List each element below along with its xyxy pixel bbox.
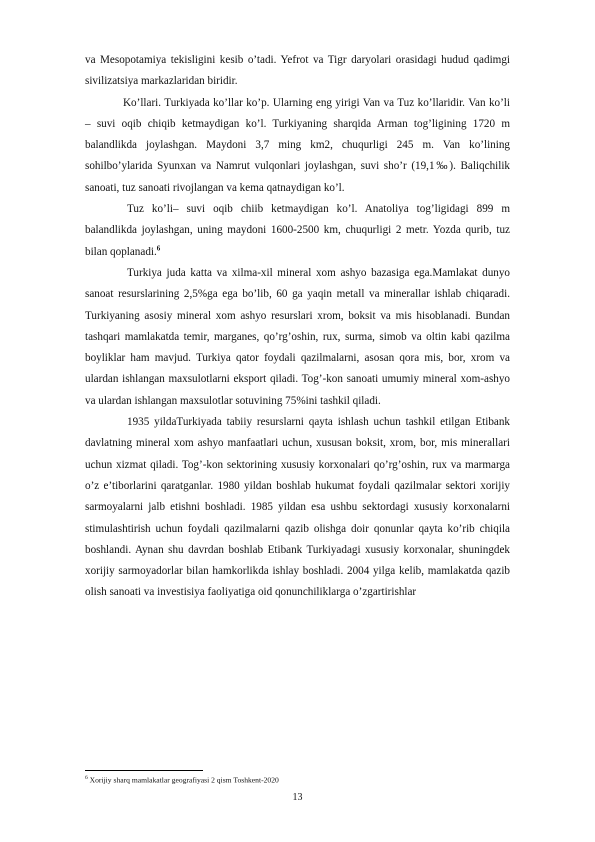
paragraph-etibank: 1935 yildaTurkiyada tabiiy resurslarni qayta ishlash uchun tashkil etilgan Etibank davlatning mineral xom ashyo manfaatlari uchun, xususan boksit, xrom, bor, mis minerallari uchun xizmat qiladi. Tog’-kon sektorining xususiy korxonalari qo’rg’oshin, rux va marmarga o’z e’tiborlarini qaratganlar. 1980 yildan boshlab hukumat foydali qazilmalar sektori xorijiy sarmoyalarni jalb etishni boshladi. 1985 yildan esa ushbu sektordagi xususiy korxonalarni stimulashtirish uchun foydali qazilmalarni qazib olishga doir qonunlar qayta ko’rib chiqila boshlandi. Aynan shu davrdan boshlab Etibank Turkiyadagi xususiy korxonalar, shuningdek xorijiy sarmoyadorlar bilan hamkorlikda ishlay boshladi. 2004 yilga kelib, mamlakatda qazib olish sanoati va investisiya faoliyatiga oid qonunchiliklarga o’zgartirishlar (85, 416, 510, 599)
paragraph-tuz-lake-text: Tuz ko’li– suvi oqib chiib ketmaydigan ko’l. Anatoliya tog’ligidagi 899 m balandlikda joylashgan, uning maydoni 1600-2500 km, chuqurligi 2 metr. Yozda qurib, tuz bilan qoplanadi. (85, 203, 510, 258)
page-number: 13 (292, 792, 303, 803)
paragraph-mesopotamia: va Mesopotamiya tekisligini kesib o’tadi. Yefrot va Tigr daryolari orasidagi hudud qadimgi sivilizatsiya markazlaridan biridir. (85, 54, 510, 88)
paragraph-minerals: Turkiya juda katta va xilma-xil mineral xom ashyo bazasiga ega.Mamlakat dunyo sanoat resurslarining 2,5%ga ega bo’lib, 60 ga yaqin metall va minerallar ishlab chiqaradi. Turkiyaning asosiy mineral xom ashyo resurslari xrom, boksit va mis hisoblanadi. Bundan tashqari mamlakatda temir, marganes, qo’rg’oshin, rux, surma, simob va oltin kabi qazilma boyliklar ham mavjud. Turkiya qator foydali qazilmalarni, asosan qora mis, bor, xrom va ulardan ishlangan maxsulotlarni eksport qiladi. Tog’-kon sanoati umumiy mineral xom-ashyo va ulardan ishlangan maxsulotlar sotuvining 75%ini tashkil qiladi. (85, 266, 510, 407)
paragraph-lakes: Ko’llari. Turkiyada ko’llar ko’p. Ularning eng yirigi Van va Tuz ko’llaridir. Van ko’li – suvi oqib chiqib ketmaydigan ko’l. Turkiyaning sharqida Arman tog’ligining 1720 m balandlikda joylashgan. Maydoni 3,7 ming km2, chuqurligi 245 m. Van ko’lining sohilbo’ylarida Syunxan va Namrut vulqonlari joylashgan, suvi sho’r (19,1‰). Baliqchilik sanoati, tuz sanoati rivojlangan va kema qatnaydigan ko’l. (85, 96, 510, 194)
footnote-text: Xorijiy sharq mamlakatlar geografiyasi 2 qism Toshkent-2020 (89, 775, 279, 785)
body-text (85, 50, 510, 604)
footnote-reference[interactable]: 6 (156, 243, 161, 252)
footnote-divider (85, 770, 203, 771)
footnote (85, 773, 510, 786)
footnote-number: 6 (85, 775, 88, 781)
paragraph-tuz-lake (85, 199, 510, 263)
